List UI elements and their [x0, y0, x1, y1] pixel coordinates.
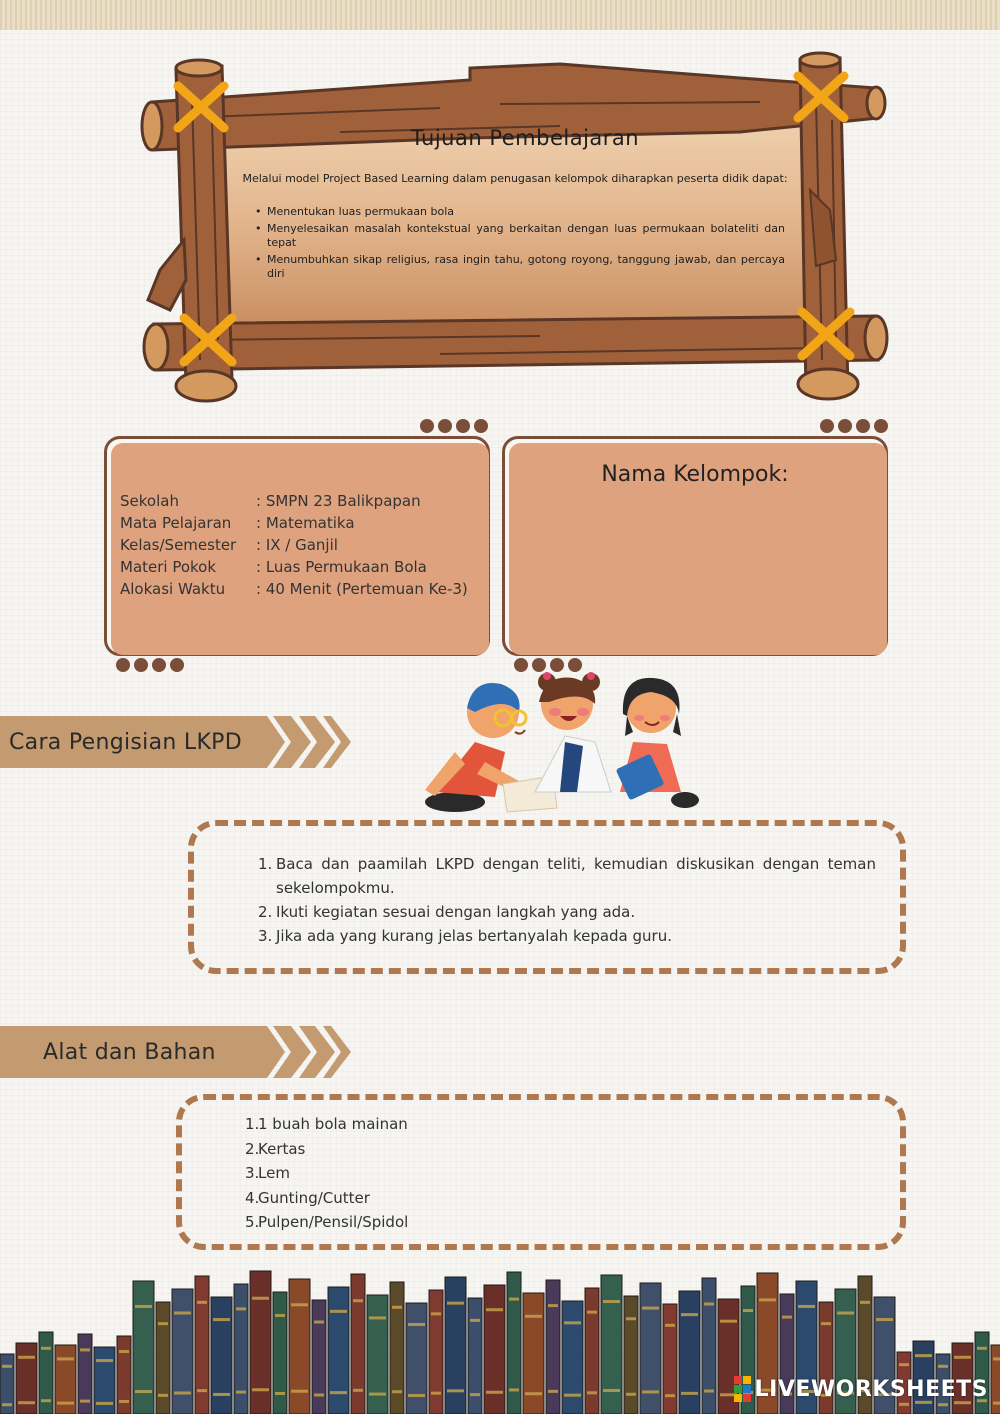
book-spine-band — [642, 1390, 659, 1393]
book-spine — [133, 1281, 154, 1414]
book-spine — [679, 1291, 700, 1414]
list-item: 3. Jika ada yang kurang jelas bertanyalah kepada guru. — [258, 927, 672, 945]
book-spine-band — [704, 1302, 714, 1305]
book-spine — [484, 1285, 505, 1414]
book-spine-band — [525, 1392, 542, 1395]
book-spine — [640, 1283, 661, 1414]
book-spine-band — [158, 1322, 168, 1325]
chevron-arrows-icon — [255, 1026, 355, 1078]
book-spine-band — [291, 1303, 308, 1306]
book-spine — [546, 1280, 560, 1414]
book-spine — [468, 1298, 482, 1414]
book-spine-band — [236, 1391, 246, 1394]
book-spine-band — [798, 1305, 815, 1308]
book-spine — [585, 1288, 599, 1414]
book-spine-band — [447, 1302, 464, 1305]
book-spine-band — [2, 1403, 12, 1406]
book-spine-band — [642, 1307, 659, 1310]
book-spine-band — [665, 1394, 675, 1397]
book-spine-band — [860, 1301, 870, 1304]
book-spine — [601, 1275, 622, 1414]
book-spine-band — [252, 1388, 269, 1391]
alat-banner — [0, 1026, 255, 1078]
book-spine — [406, 1303, 427, 1414]
book-spine-band — [759, 1298, 776, 1301]
book-spine-band — [743, 1309, 753, 1312]
book-spine-band — [899, 1363, 909, 1366]
book-spine-band — [447, 1389, 464, 1392]
book-spine — [312, 1300, 326, 1414]
book-spine — [234, 1284, 248, 1414]
book-spine-band — [587, 1311, 597, 1314]
book-spine — [273, 1292, 287, 1414]
decor-dots — [514, 658, 582, 672]
book-spine-band — [938, 1403, 948, 1406]
book-spine-band — [18, 1401, 35, 1404]
book-spine-band — [57, 1402, 74, 1405]
book-spine-band — [431, 1312, 441, 1315]
book-spine-band — [275, 1392, 285, 1395]
book-spine — [367, 1295, 388, 1414]
top-texture-strip — [0, 0, 1000, 30]
book-spine-band — [548, 1304, 558, 1307]
book-spine-band — [876, 1318, 893, 1321]
book-spine-band — [486, 1391, 503, 1394]
book-spine-band — [96, 1359, 113, 1362]
tujuan-title: Tujuan Pembelajaran — [410, 126, 640, 150]
book-spine-band — [18, 1356, 35, 1359]
book-spine-band — [509, 1298, 519, 1301]
book-spine-band — [314, 1321, 324, 1324]
book-spine-band — [954, 1356, 971, 1359]
book-spine-band — [431, 1392, 441, 1395]
cara-steps-list — [258, 852, 876, 948]
tujuan-item: • Menumbuhkan sikap religius, rasa ingin tahu, gotong royong, tanggung jawab, dan percaya diri — [255, 253, 785, 281]
book-spine-band — [548, 1390, 558, 1393]
list-item: 2. Kertas — [245, 1139, 306, 1158]
book-spine-band — [720, 1320, 737, 1323]
book-spine-band — [291, 1390, 308, 1393]
book-spine-band — [236, 1307, 246, 1310]
info-row-alokasi: Alokasi Waktu : 40 Menit (Pertemuan Ke-3) — [120, 580, 468, 598]
book-spine-band — [603, 1389, 620, 1392]
book-spine-band — [665, 1324, 675, 1327]
list-item: 4. Gunting/Cutter — [245, 1188, 370, 1207]
chevron-arrows-icon — [255, 716, 355, 768]
book-spine-band — [681, 1392, 698, 1395]
book-spine-band — [977, 1347, 987, 1350]
book-spine — [351, 1274, 365, 1414]
list-item: 5. Pulpen/Pensil/Spidol — [245, 1213, 409, 1231]
tujuan-item: • Menyelesaikan masalah kontekstual yang berkaitan dengan luas permukaan bolateliti dan tepat — [255, 222, 785, 250]
book-spine-band — [213, 1318, 230, 1321]
book-spine-band — [80, 1348, 90, 1351]
book-spine-band — [587, 1391, 597, 1394]
decor-dots — [116, 658, 184, 672]
list-item: 1. 1 buah bola mainan — [245, 1115, 408, 1133]
cara-banner-label: Cara Pengisian LKPD — [9, 729, 242, 755]
decor-dots — [820, 419, 888, 433]
book-spine-band — [681, 1313, 698, 1316]
book-spine-band — [392, 1306, 402, 1309]
book-spine-band — [96, 1402, 113, 1405]
cara-banner — [0, 716, 255, 768]
book-spine-band — [135, 1305, 152, 1308]
book-spine-band — [213, 1393, 230, 1396]
book-spine — [172, 1289, 193, 1414]
book-spine — [507, 1272, 521, 1414]
book-spine-band — [197, 1389, 207, 1392]
book-spine-band — [470, 1319, 480, 1322]
info-row-materi: Materi Pokok : Luas Permukaan Bola — [120, 558, 427, 576]
book-spine-band — [821, 1322, 831, 1325]
book-spine-band — [782, 1316, 792, 1319]
book-spine-band — [330, 1391, 347, 1394]
book-spine-band — [174, 1312, 191, 1315]
book-spine — [429, 1290, 443, 1414]
book-spine-band — [408, 1394, 425, 1397]
book-spine — [663, 1304, 677, 1414]
book-spine — [702, 1278, 716, 1414]
book-spine-band — [408, 1323, 425, 1326]
book-spine-band — [954, 1401, 971, 1404]
book-spine — [390, 1282, 404, 1414]
book-spine-band — [41, 1399, 51, 1402]
list-item: 2. Ikuti kegiatan sesuai dengan langkah yang ada. — [258, 903, 636, 921]
book-spine — [156, 1302, 170, 1414]
tujuan-list — [255, 205, 785, 284]
book-spine-band — [158, 1394, 168, 1397]
book-spine — [445, 1277, 466, 1414]
book-spine — [195, 1276, 209, 1414]
book-spine — [289, 1279, 310, 1414]
book-spine-band — [470, 1393, 480, 1396]
list-item: 1. Baca dan paamilah LKPD dengan teliti, kemudian diskusikan dengan teman sekelompokmu. — [258, 855, 876, 897]
alat-list — [245, 1112, 408, 1235]
book-spine-band — [57, 1357, 74, 1360]
book-spine-band — [993, 1402, 1000, 1405]
book-spine — [624, 1296, 638, 1414]
kids-illustration — [415, 672, 705, 817]
book-spine-band — [626, 1317, 636, 1320]
liveworksheets-watermark: LIVEWORKSHEETS — [734, 1377, 988, 1401]
info-row-mapel: Mata Pelajaran : Matematika — [120, 514, 355, 532]
book-spine-band — [119, 1350, 129, 1353]
book-spine-band — [353, 1389, 363, 1392]
book-spine-band — [525, 1315, 542, 1318]
book-spine-band — [704, 1390, 714, 1393]
book-spine-band — [252, 1297, 269, 1300]
book-spine-band — [392, 1390, 402, 1393]
list-item: 3. Lem — [245, 1164, 290, 1182]
info-table — [120, 490, 468, 600]
book-spine — [250, 1271, 271, 1414]
book-spine-band — [564, 1394, 581, 1397]
info-row-sekolah: Sekolah : SMPN 23 Balikpapan — [120, 492, 421, 510]
liveworksheets-logo-icon — [734, 1376, 751, 1402]
book-spine-band — [837, 1312, 854, 1315]
book-spine-band — [564, 1321, 581, 1324]
book-spine-band — [330, 1310, 347, 1313]
alat-banner-label: Alat dan Bahan — [43, 1039, 216, 1065]
book-spine-band — [603, 1300, 620, 1303]
book-spine-band — [369, 1393, 386, 1396]
book-spine-band — [369, 1316, 386, 1319]
book-spine-band — [41, 1347, 51, 1350]
tujuan-item: • Menentukan luas permukaan bola — [255, 205, 785, 219]
book-spine-band — [509, 1388, 519, 1391]
info-row-kelas: Kelas/Semester : IX / Ganjil — [120, 536, 338, 554]
book-spine-band — [486, 1308, 503, 1311]
book-spine-band — [353, 1299, 363, 1302]
decor-dots — [420, 419, 488, 433]
book-spine-band — [135, 1390, 152, 1393]
book-spine-band — [119, 1400, 129, 1403]
book-spine-band — [993, 1357, 1000, 1360]
kelompok-title: Nama Kelompok: — [601, 462, 789, 487]
book-spine — [523, 1293, 544, 1414]
book-spine-band — [915, 1354, 932, 1357]
book-spine-band — [2, 1365, 12, 1368]
book-spine-band — [80, 1400, 90, 1403]
book-spine-band — [174, 1392, 191, 1395]
book-spine-band — [938, 1365, 948, 1368]
tujuan-intro: Melalui model Project Based Learning dalam penugasan kelompok diharapkan peserta didik dapat: — [242, 172, 788, 185]
book-spine-band — [899, 1403, 909, 1406]
book-spine-band — [314, 1393, 324, 1396]
book-spine-band — [275, 1314, 285, 1317]
book-spine — [211, 1297, 232, 1414]
book-spine-band — [626, 1393, 636, 1396]
book-spine-band — [197, 1301, 207, 1304]
book-spine — [562, 1301, 583, 1414]
book-spine — [328, 1287, 349, 1414]
